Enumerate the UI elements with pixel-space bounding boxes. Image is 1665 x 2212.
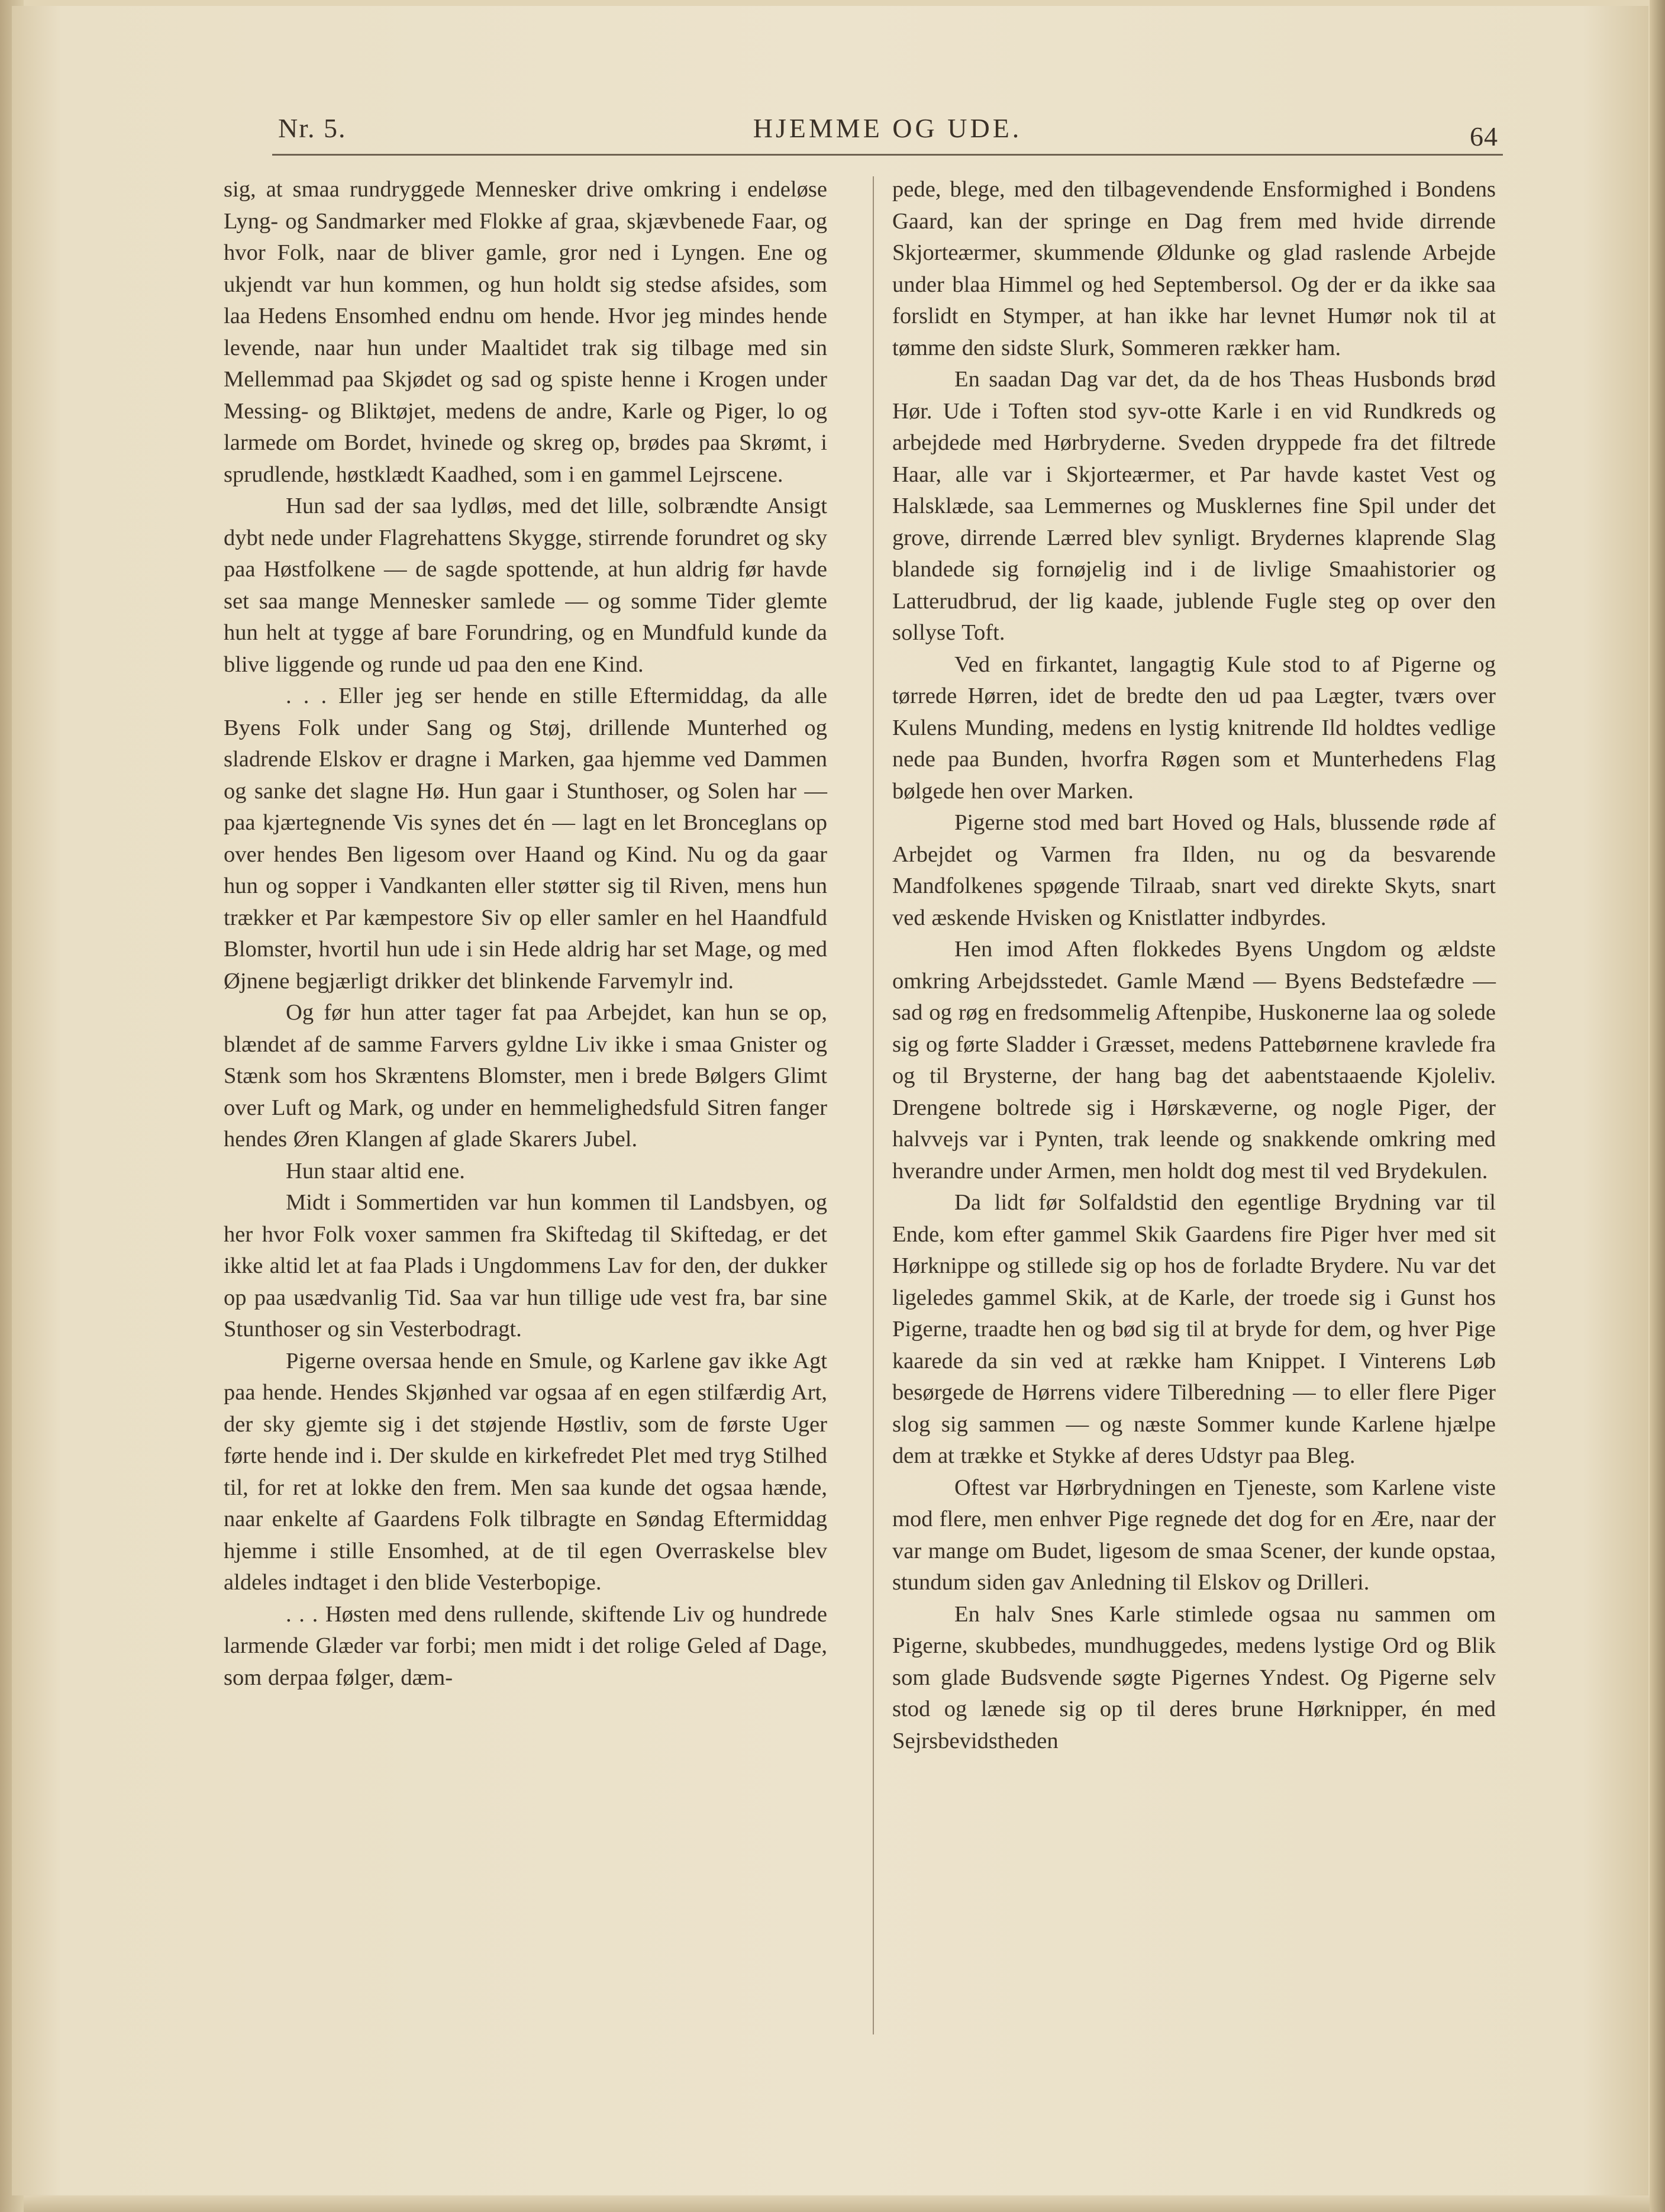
paragraph: Ved en firkantet, langagtig Kule stod to af Pigerne og tørrede Hørren, idet de bredte den ud paa Lægter, tværs over Kulens Munding, medens en lystig knitrende Ild holdtes vedlige nede paa Bunden, hvorfra Røgen som et Munterhedens Flag bølgede hen over Marken. xyxy=(892,652,1496,804)
paragraph: pede, blege, med den tilbagevendende Ensformighed i Bondens Gaard, kan der springe en Dag frem med hvide dirrende Skjorteærmer, skummende Øldunke og glad raslende Arbejde under blaa Himmel og hed Septembersol. Og der er da ikke saa forslidt en Stymper, at han ikke har levnet Humør nok til at tømme den sidste Slurk, Sommeren rækker ham. xyxy=(892,177,1496,360)
text-column-left xyxy=(224,174,827,2050)
paragraph: Hun sad der saa lydløs, med det lille, solbrændte Ansigt dybt nede under Flagrehattens Skygge, stirrende forundret og sky paa Høstfolkene — de sagde spottende, at hun aldrig før havde set saa mange Mennesker samlede — og somme Tider glemte hun helt at tygge af bare Forundring, og en Mundfuld kunde da blive liggende og runde ud paa den ene Kind. xyxy=(224,494,827,677)
paragraph: Midt i Sommertiden var hun kommen til Landsbyen, og her hvor Folk voxer sammen fra Skiftedag til Skiftedag, er det ikke altid let at faa Plads i Ungdommens Lav for den, der dukker op paa usædvanlig Tid. Saa var hun tillige ude vest fra, bar sine Stunthoser og sin Vesterbodragt. xyxy=(224,1190,827,1342)
journal-title: HJEMME OG UDE. xyxy=(753,113,1022,143)
page-number: 64 xyxy=(1470,121,1498,151)
paragraph: En saadan Dag var det, da de hos Theas Husbonds brød Hør. Ude i Toften stod syv-otte Karle i en vid Rundkreds og arbejdede med Hørbryderne. Sveden dryppede fra det filtrede Haar, alle var i Skjorteærmer, et Par havde kastet Vest og Halsklæde, saa Lemmernes og Musklernes fine Spil under det grove, dirrende Lærred blev synligt. Brydernes klaprende Slag blandede sig fornøjelig ind i de livlige Smaahistorier og Latterudbrud, der lig kaade, jublende Fugle steg op over den sollyse Toft. xyxy=(892,367,1496,645)
paragraph: Hen imod Aften flokkedes Byens Ungdom og ældste omkring Arbejdsstedet. Gamle Mænd — Byens Bedstefædre — sad og røg en fredsommelig Aftenpibe, Huskonerne laa og solede sig og førte Sladder i Græsset, medens Pattebørnene kravlede fra og til Brysterne, der hang bag det aabentstaaende Kjoleliv. Drengene boltrede sig i Hørskæverne, og nogle Piger, der halvvejs var i Pynten, trak leende og snakkende omkring med hverandre under Armen, men holdt dog mest til ved Brydekulen. xyxy=(892,937,1496,1184)
text-column-right xyxy=(892,174,1496,2050)
paragraph: Hun staar altid ene. xyxy=(286,1158,465,1184)
running-header xyxy=(272,112,1503,154)
column-divider xyxy=(873,176,874,2034)
paragraph: Oftest var Hørbrydningen en Tjeneste, som Karlene viste mod flere, men enhver Pige regnede det dog for en Ære, naar der var mange om Budet, ligesom de smaa Scener, der kunde opstaa, stundum siden gav Anledning til Elskov og Drilleri. xyxy=(892,1475,1496,1595)
paragraph: Pigerne oversaa hende en Smule, og Karlene gav ikke Agt paa hende. Hendes Skjønhed var ogsaa af en egen stilfærdig Art, der sky gjemte sig i det støjende Høstliv, som de første Uger førte hende ind i. Der skulde en kirkefredet Plet med tryg Stilhed til, for ret at lokke den frem. Men saa kunde det ogsaa hænde, naar enkelte af Gaardens Folk tilbragte en Søndag Eftermiddag hjemme i stille Ensomhed, at de til egen Overraskelse blev aldeles indtaget i den blide Vesterbopige. xyxy=(224,1348,827,1595)
header-rule xyxy=(272,154,1503,156)
paragraph: sig, at smaa rundryggede Mennesker drive omkring i endeløse Lyng- og Sandmarker med Flokke af graa, skjævbenede Faar, og hvor Folk, naar de bliver gamle, gror ned i Lyngen. Ene og ukjendt var hun kommen, og hun holdt sig stedse afsides, som laa Hedens Ensomhed endnu om hende. Hvor jeg mindes hende levende, naar hun under Maaltidet trak sig tilbage med sin Mellemmad paa Skjødet og sad og spiste henne i Krogen under Messing- og Bliktøjet, medens de andre, Karle og Piger, lo og larmede om Bordet, hvinede og skreg op, brødes paa Skrømt, i sprudlende, høstklædt Kaadhed, som i en gammel Lejrscene. xyxy=(224,177,827,487)
paragraph: . . . Eller jeg ser hende en stille Eftermiddag, da alle Byens Folk under Sang og Støj, drillende Munterhed og sladrende Elskov er dragne i Marken, gaa hjemme ved Dammen og sanke det slagne Hø. Hun gaar i Stunthoser, og Solen har — paa kjærtegnende Vis synes det én — lagt en let Bronceglans op over hendes Ben ligesom over Haand og Kind. Nu og da gaar hun og sopper i Vandkanten eller støtter sig til Riven, mens hun trækker et Par kæmpestore Siv op eller samler en hel Haandfuld Blomster, hvortil hun ude i sin Hede aldrig har set Mage, og med Øjnene begjærligt drikker det blinkende Farvemylr ind. xyxy=(224,683,827,994)
paragraph: Da lidt før Solfaldstid den egentlige Brydning var til Ende, kom efter gammel Skik Gaardens fire Piger hver med sit Hørknippe og stillede sig op hos de forladte Brydere. Nu var det ligeledes gammel Skik, at de Karle, der troede sig i Gunst hos Pigerne, traadte hen og bød sig til at bryde for dem, og hver Pige kaarede da sin ved at række ham Knippet. I Vinterens Løb besørgede de Hørrens videre Tilberedning — to eller flere Piger slog sig sammen — og næste Sommer kunde Karlene hjælpe dem at trække et Stykke af deres Udstyr paa Bleg. xyxy=(892,1190,1496,1468)
paragraph: En halv Snes Karle stimlede ogsaa nu sammen om Pigerne, skubbedes, mundhuggedes, medens lystige Ord og Blik som glade Budsvende søgte Pigernes Yndest. Og Pigerne selv stod og lænede sig op til deres brune Hørknipper, én med Sejrsbevidstheden xyxy=(892,1601,1496,1753)
paragraph: . . . Høsten med dens rullende, skiftende Liv og hundrede larmende Glæder var forbi; men midt i det rolige Geled af Dage, som derpaa følger, dæm- xyxy=(224,1601,827,1690)
paragraph: Og før hun atter tager fat paa Arbejdet, kan hun se op, blændet af de samme Farvers gyldne Liv ikke i smaa Gnister og Stænk som hos Skræntens Blomster, men i brede Bølgers Glimt over Luft og Mark, og under en hemmelighedsfuld Sitren fanger hendes Øren Klangen af glade Skarers Jubel. xyxy=(224,1000,827,1152)
issue-number: Nr. 5. xyxy=(278,113,347,143)
page-bottom-shadow xyxy=(24,2194,1650,2212)
page-edge xyxy=(1650,0,1665,2212)
paragraph: Pigerne stod med bart Hoved og Hals, blussende røde af Arbejdet og Varmen fra Ilden, nu og da besvarende Mandfolkenes spøgende Tilraab, snart ved direkte Skyts, snart ved æskende Hvisken og Knistlatter indbyrdes. xyxy=(892,810,1496,930)
